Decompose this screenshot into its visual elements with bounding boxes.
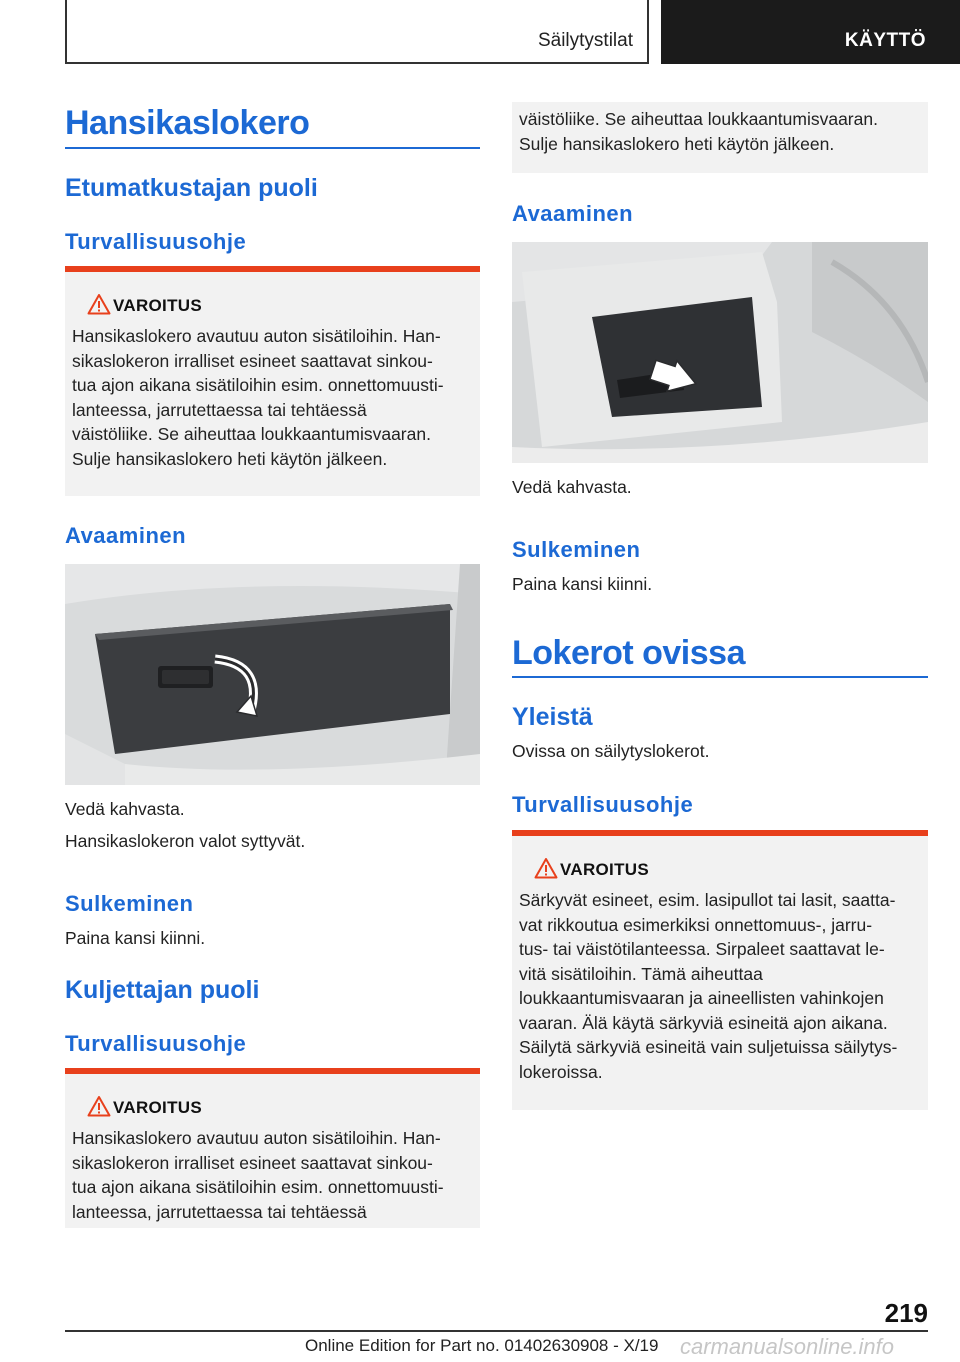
warning-text xyxy=(519,107,878,156)
safety-heading: Turvallisuusohje xyxy=(512,792,694,817)
opening-heading: Avaaminen xyxy=(512,201,634,226)
general-text: Ovissa on säilytyslokerot. xyxy=(512,741,710,761)
header-chapter-label: KÄYTTÖ xyxy=(844,30,926,51)
warning-triangle-icon xyxy=(534,857,558,879)
warning-line: tus- tai väistötilanteessa. Sirpaleet saattavat le- xyxy=(519,939,885,959)
safety-heading: Turvallisuusohje xyxy=(65,1031,247,1056)
opening-text: Vedä kahvasta. xyxy=(65,799,185,819)
warning-line: tua ajon aikana sisätiloihin esim. onnettomuusti- xyxy=(72,1177,444,1197)
warning-triangle-icon xyxy=(87,293,111,315)
warning-line: loukkaantumisvaaran ja aineellisten vahinkojen xyxy=(519,988,884,1008)
glovebox-passenger-image xyxy=(65,564,480,785)
warning-label: VAROITUS xyxy=(113,296,202,315)
warning-line: vitä sisätiloihin. Tämä aiheuttaa xyxy=(519,963,763,984)
warning-line: lanteessa, jarrutettaessa tai tehtäessä xyxy=(72,1201,367,1222)
warning-text xyxy=(72,1126,476,1224)
door-compartments-title: Lokerot ovissa xyxy=(512,634,745,672)
closing-heading: Sulkeminen xyxy=(512,537,641,562)
driver-heading: Kuljettajan puoli xyxy=(65,976,260,1004)
title-rule xyxy=(65,147,480,149)
warning-line: Säilytä särkyviä esineitä vain suljetuissa säilytys- xyxy=(519,1037,898,1057)
footer-rule xyxy=(65,1330,928,1332)
warning-line: väistöliike. Se aiheuttaa loukkaantumisvaaran. xyxy=(519,109,878,129)
warning-box xyxy=(65,1068,480,1228)
glovebox-driver-image xyxy=(512,242,928,463)
edition-text: Online Edition for Part no. 01402630908 - X/19 xyxy=(305,1336,659,1355)
closing-heading: Sulkeminen xyxy=(65,891,194,916)
warning-box xyxy=(512,830,928,1110)
warning-box xyxy=(65,266,480,496)
header-section: Säilytystilat xyxy=(537,30,633,51)
opening-text: Vedä kahvasta. xyxy=(512,477,632,497)
warning-line: sikaslokeron irralliset esineet saattavat sinkou- xyxy=(72,350,433,371)
warning-line: Sulje hansikaslokero heti käytön jälkeen. xyxy=(519,133,835,154)
warning-text xyxy=(519,888,924,1084)
warning-bar xyxy=(512,830,928,836)
warning-line: Sulje hansikaslokero heti käytön jälkeen. xyxy=(72,448,388,469)
closing-text: Paina kansi kiinni. xyxy=(512,574,653,594)
glovebox-driver-illustration xyxy=(512,242,928,463)
warning-triangle-icon xyxy=(87,1095,111,1117)
warning-line: vat rikkoutua esimerkiksi onnettomuus-, jarru- xyxy=(519,914,873,935)
warning-line: lanteessa, jarrutettaessa tai tehtäessä xyxy=(72,399,367,420)
title-rule xyxy=(512,676,928,678)
warning-line: tua ajon aikana sisätiloihin esim. onnettomuusti- xyxy=(72,375,444,395)
page-title: Hansikaslokero xyxy=(65,104,310,142)
warning-continuation-box xyxy=(512,102,928,173)
warning-line: sikaslokeron irralliset esineet saattavat sinkou- xyxy=(72,1152,433,1173)
warning-line: lokeroissa. xyxy=(519,1061,603,1082)
header-box xyxy=(65,0,649,64)
warning-line: Särkyvät esineet, esim. lasipullot tai lasit, saatta- xyxy=(519,890,896,910)
warning-text xyxy=(72,324,476,471)
passenger-heading: Etumatkustajan puoli xyxy=(65,174,318,202)
warning-line: vaaran. Älä käytä särkyviä esineitä ajon aikana. xyxy=(519,1012,888,1033)
warning-bar xyxy=(65,266,480,272)
header-chapter-tab xyxy=(661,0,960,64)
warning-line: Hansikaslokero avautuu auton sisätiloihin. Han- xyxy=(72,326,441,346)
lights-text: Hansikaslokeron valot syttyvät. xyxy=(65,831,306,851)
warning-line: Hansikaslokero avautuu auton sisätiloihin. Han- xyxy=(72,1128,441,1148)
general-heading: Yleistä xyxy=(512,703,593,731)
safety-heading: Turvallisuusohje xyxy=(65,229,247,254)
warning-label: VAROITUS xyxy=(113,1098,202,1117)
warning-line: väistöliike. Se aiheuttaa loukkaantumisvaaran. xyxy=(72,424,431,444)
opening-heading: Avaaminen xyxy=(65,523,187,548)
page-number: 219 xyxy=(884,1298,928,1328)
closing-text: Paina kansi kiinni. xyxy=(65,928,206,948)
watermark: carmanualsonline.info xyxy=(680,1334,895,1359)
glovebox-passenger-illustration xyxy=(65,564,480,785)
warning-label: VAROITUS xyxy=(560,860,649,879)
warning-bar xyxy=(65,1068,480,1074)
